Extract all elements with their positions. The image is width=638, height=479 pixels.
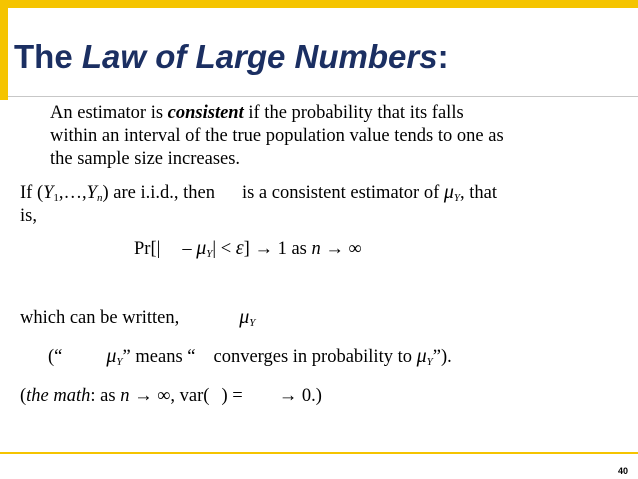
math-line: (the math: as n → ∞, var( ) = → 0.) (20, 386, 322, 406)
title-italic: Law of Large Numbers (81, 38, 438, 75)
means-line: (“ $\mu_Y$” means “ converges in probability to $\mu_Y$”). (48, 345, 452, 368)
intro-line-2: within an interval of the true population value tends to one as (50, 126, 504, 146)
intro-line-3: the sample size increases. (50, 149, 241, 169)
top-accent-bar (0, 0, 638, 8)
bottom-accent-bar (0, 452, 638, 454)
iid-statement-cont: is, (20, 206, 37, 226)
page-number: 40 (617, 466, 628, 476)
consistent-term: consistent (167, 103, 244, 123)
title-divider (8, 96, 638, 97)
title-prefix: The (14, 38, 82, 75)
iid-statement: If $(Y_1,\dots,Y_n)$ are i.i.d., then is a consistent estimator of $\mu_Y$, that (20, 181, 498, 204)
left-accent-bar (0, 0, 8, 100)
intro-line-1: An estimator is consistent if the probability that its falls (50, 103, 464, 123)
written-line: which can be written, $\mu_Y$ (20, 306, 256, 329)
slide-title (14, 38, 449, 76)
title-suffix: : (437, 38, 449, 75)
mu-symbol: μ (443, 181, 454, 203)
probability-limit: $Pr[| - \mu_Y| < \varepsilon] \to 1$ as n → ∞ (134, 237, 362, 260)
